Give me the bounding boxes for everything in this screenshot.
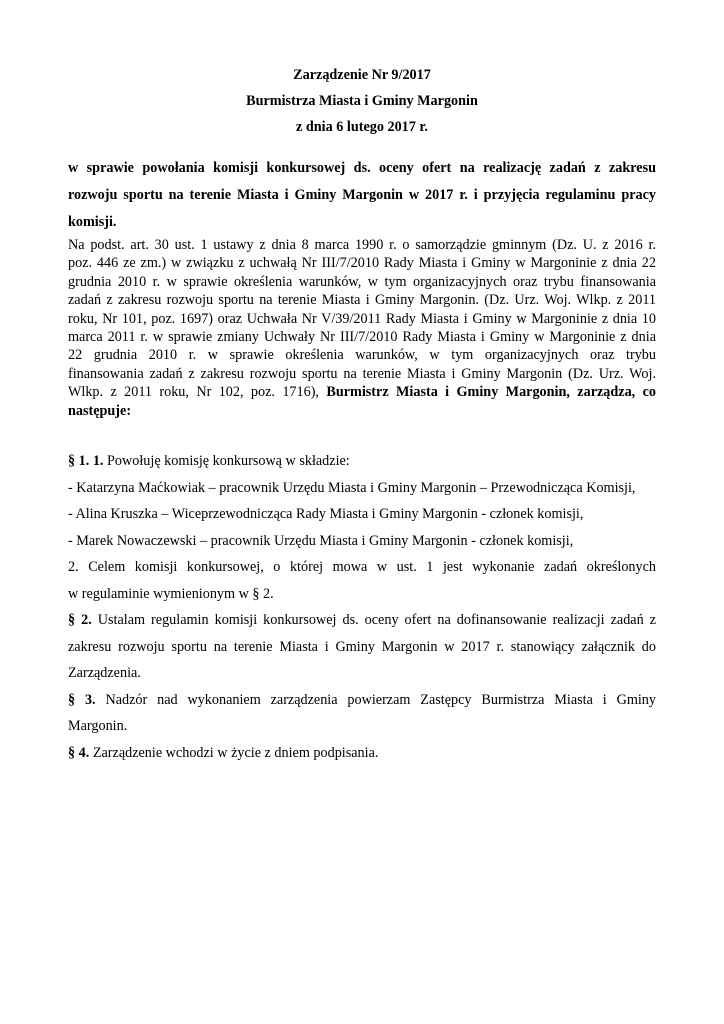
committee-member: - Alina Kruszka – Wiceprzewodnicząca Rady Miasta i Gminy Margonin - członek komisji, — [68, 506, 584, 523]
document-issuer: Burmistrza Miasta i Gminy Margonin — [246, 93, 478, 109]
legal-basis-line: grudnia 2010 r. w sprawie określenia warunków, w tym organizacyjnych oraz trybu finansowania — [68, 273, 656, 290]
paragraph-text: Zarządzenie wchodzi w życie z dniem podpisania. — [89, 744, 379, 761]
paragraph-text: Ustalam regulamin komisji konkursowej ds. oceny ofert na dofinansowanie realizacji zadań z — [91, 612, 656, 629]
document-page — [68, 62, 656, 766]
enacting-formula-end: następuje: — [68, 402, 132, 419]
paragraph-mark: § 1. 1. — [68, 453, 104, 470]
paragraph-mark: § 3. — [68, 691, 96, 708]
legal-basis-line: marca 2011 r. w sprawie zmiany Uchwały Nr III/7/2010 Rady Miasta i Gminy w Margoninie z dnia — [68, 329, 656, 346]
paragraph-mark: § 4. — [68, 744, 90, 761]
legal-basis-line — [68, 383, 656, 401]
legal-basis-line: finansowania zadań z zakresu rozwoju sportu na terenie Miasta i Gminy Margonin (Dz. Urz. Woj. — [68, 365, 656, 382]
committee-member: - Marek Nowaczewski – pracownik Urzędu Miasta i Gminy Margonin - członek komisji, — [68, 532, 574, 549]
paragraph-1-point-2: 2. Celem komisji konkursowej, o której mowa w ust. 1 jest wykonanie zadań określonych — [68, 559, 656, 576]
paragraph-1 — [68, 448, 656, 475]
paragraph-1-point-2-cont: w regulaminie wymienionym w § 2. — [68, 585, 274, 602]
document-subject — [68, 155, 656, 236]
subject-line: komisji. — [68, 214, 117, 230]
legal-basis-line: 22 grudnia 2010 r. w sprawie określenia warunków, w tym organizacyjnych oraz trybu — [68, 347, 656, 364]
legal-basis-text: Wlkp. z 2011 roku, Nr 102, poz. 1716), — [68, 384, 327, 401]
legal-basis-line: zadań z zakresu rozwoju sportu na terenie Miasta i Gminy Margonin. (Dz. Urz. Woj. Wlkp. z 2011 — [68, 292, 656, 309]
paragraph-text: Nadzór nad wykonaniem zarządzenia powierzam Zastępcy Burmistrza Miasta i Gminy — [95, 691, 656, 708]
committee-member: - Katarzyna Maćkowiak – pracownik Urzędu Miasta i Gminy Margonin – Przewodnicząca Komisji, — [68, 479, 636, 496]
document-date: z dnia 6 lutego 2017 r. — [296, 119, 428, 135]
paragraph-mark: § 2. — [68, 612, 92, 629]
document-title: Zarządzenie Nr 9/2017 — [293, 67, 431, 83]
legal-basis-line: roku, Nr 101, poz. 1697) oraz Uchwała Nr V/39/2011 Rady Miasta i Gminy w Margoninie z dnia 10 — [68, 310, 656, 327]
paragraph-2-cont: zakresu rozwoju sportu na terenie Miasta i Gminy Margonin w 2017 r. stanowiący załącznik do — [68, 638, 656, 655]
legal-basis-line: poz. 446 ze zm.) w związku z uchwałą Nr III/7/2010 Rady Miasta i Gminy w Margoninie z dnia 22 — [68, 255, 656, 272]
paragraph-4 — [68, 740, 656, 767]
subject-line: w sprawie powołania komisji konkursowej ds. oceny ofert na realizację zadań z zakresu — [68, 160, 656, 176]
paragraph-3 — [68, 687, 656, 714]
subject-line: rozwoju sportu na terenie Miasta i Gminy Margonin w 2017 r. i przyjęcia regulaminu pracy — [68, 187, 656, 203]
document-body — [68, 448, 656, 766]
paragraph-text: Powołuję komisję konkursową w składzie: — [103, 453, 350, 470]
document-header — [68, 62, 656, 140]
paragraph-3-cont: Margonin. — [68, 718, 128, 735]
legal-basis — [68, 236, 656, 420]
paragraph-2-cont: Zarządzenia. — [68, 665, 141, 682]
legal-basis-line: Na podst. art. 30 ust. 1 ustawy z dnia 8 marca 1990 r. o samorządzie gminnym (Dz. U. z 2016 r. — [68, 237, 656, 253]
paragraph-2 — [68, 607, 656, 634]
enacting-formula: Burmistrz Miasta i Gminy Margonin, zarządza, co — [326, 384, 656, 401]
